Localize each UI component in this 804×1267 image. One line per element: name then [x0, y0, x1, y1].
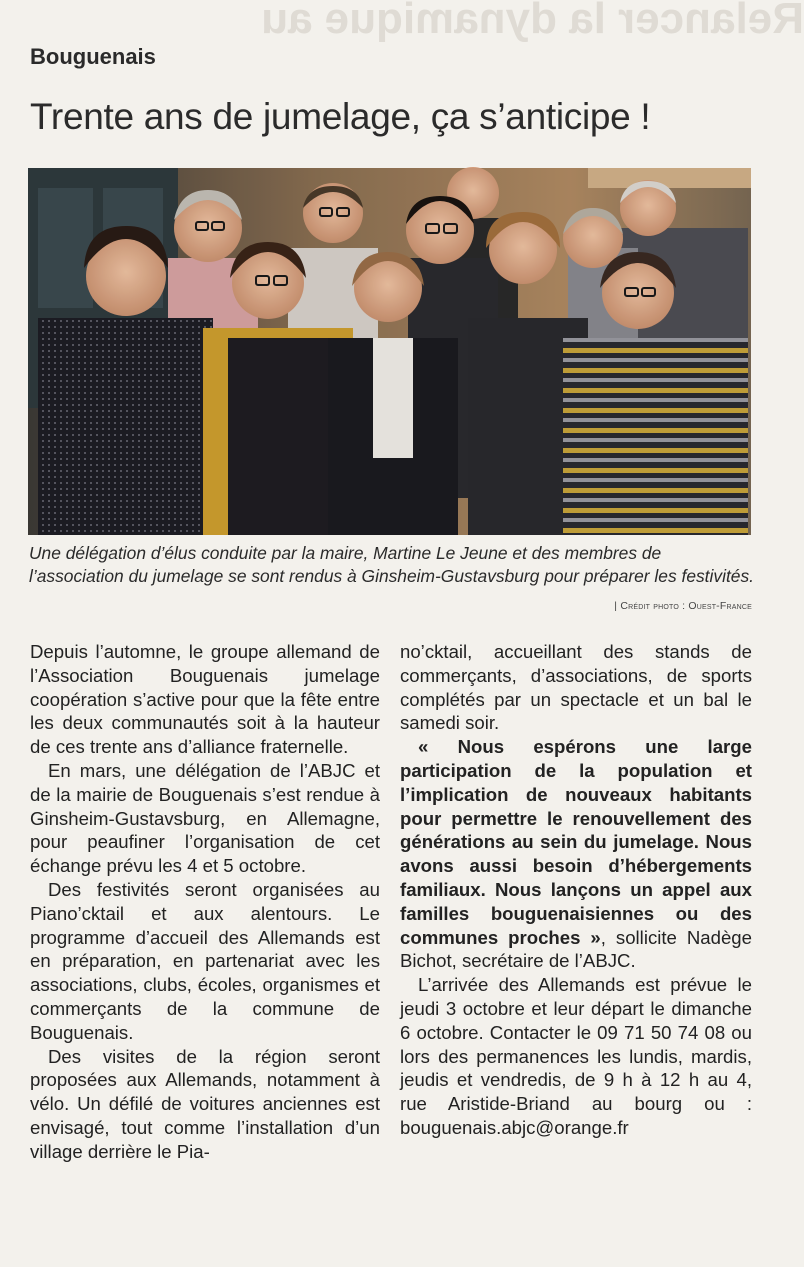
- group-photo: [28, 168, 751, 535]
- quote-text: « Nous espérons une large participation de la population et l’implication de nouveaux habitants pour permettre le renouvellement des générations au sein du jumelage. Nous avons aussi besoin d’hébergements familiaux. Nous lançons un appel aux familles bouguenaisiennes ou des communes proches »: [400, 736, 752, 948]
- section-label: Bouguenais: [30, 44, 156, 69]
- headline: Trente ans de jumelage, ça s’anticipe !: [30, 96, 651, 137]
- photo-credit: | Crédit photo : Ouest-France: [614, 600, 752, 612]
- paragraph: Des visites de la région seront proposées aux Allemands, notamment à vélo. Un défilé de voitures anciennes est envisagé, tout comme l’installation d’un village derrière le Pia-: [30, 1045, 380, 1162]
- article-column-2: [400, 640, 752, 1140]
- bleed-through-text: Relancer la dynamique au: [261, 0, 804, 43]
- quote-paragraph: [400, 735, 752, 973]
- paragraph: En mars, une délégation de l’ABJC et de la mairie de Bouguenais s’est rendue à Ginsheim-Gustavsburg, en Allemagne, pour peaufiner l’organisation de cet échange prévu les 4 et 5 octobre.: [30, 759, 380, 877]
- paragraph: L’arrivée des Allemands est prévue le jeudi 3 octobre et leur départ le dimanche 6 octobre. Contacter le 09 71 50 74 08 ou lors des permanences les lundis, mardis, jeudis et vendredis, de 9 h à 12 h au 4, rue Aristide-Briand au bourg ou : bouguenais.abjc@orange.fr: [400, 974, 752, 1138]
- paragraph: Des festivités seront organisées au Piano’cktail et aux alentours. Le programme d’accueil des Allemands est en préparation, en partenariat avec les associations, clubs, écoles, organismes et commerçants de la commune de Bouguenais.: [30, 878, 380, 1043]
- quote-attribution: , sollicite Nadège Bichot, secrétaire de l’ABJC.: [400, 926, 752, 972]
- paragraph: no’cktail, accueillant des stands de commerçants, d’associations, de sports complétés par un spectacle et un bal le samedi soir.: [400, 641, 752, 734]
- photo-caption: Une délégation d’élus conduite par la maire, Martine Le Jeune et des membres de l’association du jumelage se sont rendus à Ginsheim-Gustavsburg pour préparer les festivités.: [29, 543, 754, 586]
- paragraph: Depuis l’automne, le groupe allemand de l’Association Bouguenais jumelage coopération s’active pour que la fête entre les deux communautés soit à la hauteur de ces trente ans d’alliance fraternelle.: [30, 641, 380, 758]
- article-column-1: [30, 640, 380, 1164]
